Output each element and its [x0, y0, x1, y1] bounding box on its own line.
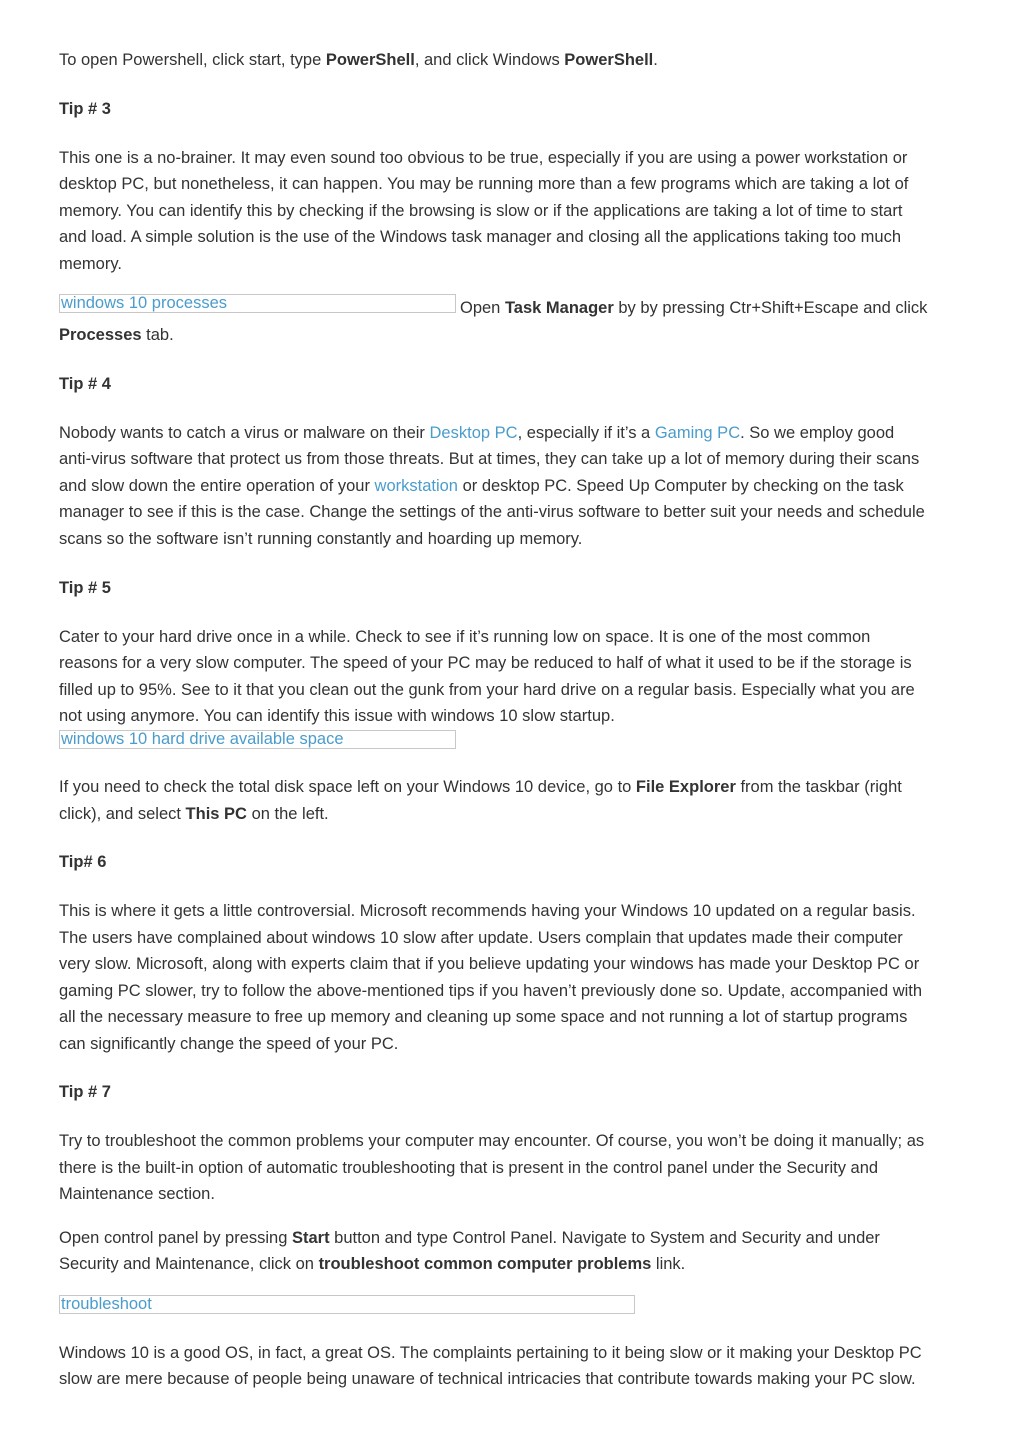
tip6-heading: Tip# 6 [59, 853, 107, 871]
tip6-line: This is where it gets a little controversial. Microsoft recommends having your Windows 10 updated on a regular basis. [59, 902, 916, 920]
closing-line: Windows 10 is a good OS, in fact, a great OS. The complaints pertaining to it being slow or it making your Desktop PC [59, 1344, 922, 1362]
bold-task-manager: Task Manager [504, 299, 614, 317]
image-placeholder-processes: windows 10 processes [59, 294, 456, 313]
tip4-line-3: and slow down the entire operation of your workstation or desktop PC. Speed Up Computer by checking on the task [59, 477, 904, 495]
tip5-after-line-2: click), and select This PC on the left. [59, 805, 329, 823]
tip4-line-4: manager to see if this is the case. Change the settings of the anti-virus software to better suit your needs and schedule [59, 503, 925, 521]
tip3-line: desktop PC, but nonetheless, it can happen. You may be running more than a few programs which are taking a lot of [59, 175, 909, 193]
tip6-line: can significantly change the speed of your PC. [59, 1035, 399, 1053]
intro-bold-windows-powershell: PowerShell [564, 51, 654, 69]
intro-text-2: , and click Windows [414, 51, 565, 69]
bold-file-explorer: File Explorer [635, 778, 736, 796]
tip6-line: very slow. Microsoft, along with experts claim that if you believe updating your windows has made your Desktop PC or [59, 955, 920, 973]
tip4-line-1: Nobody wants to catch a virus or malware on their Desktop PC, especially if it’s a Gaming PC. So we employ good [59, 424, 895, 442]
tip5-line: Cater to your hard drive once in a while. Check to see if it’s running low on space. It is one of the most common [59, 628, 871, 646]
tip5-line: not using anymore. You can identify this issue with windows 10 slow startup. [59, 707, 615, 725]
tip3-line: memory. [59, 255, 122, 273]
tip7-line: Try to troubleshoot the common problems your computer may encounter. Of course, you won’t be doing it manually; as [59, 1132, 925, 1150]
tip4-line-2: anti-virus software that protect us from those threats. But at times, they can take up a lot of memory during their scans [59, 450, 920, 468]
tip6-line: gaming PC slower, try to follow the above-mentioned tips if you haven’t previously done so. Update, accompanied with [59, 982, 923, 1000]
bold-this-pc: This PC [185, 805, 247, 823]
tip3-heading: Tip # 3 [59, 100, 111, 118]
tip6-line: The users have complained about windows 10 slow after update. Users complain that updates made their computer [59, 929, 903, 947]
tip3-line: memory. You can identify this by checking if the browsing is slow or if the applications are taking a lot of time to start [59, 202, 903, 220]
tip4-heading: Tip # 4 [59, 375, 111, 393]
tip5-line: reasons for a very slow computer. The speed of your PC may be reduced to half of what it used to be if the storage is [59, 654, 912, 672]
tip3-line: This one is a no-brainer. It may even sound too obvious to be true, especially if you are using a power workstation or [59, 149, 908, 167]
tip7-line: there is the built-in option of automatic troubleshooting that is present in the control panel under the Security and [59, 1159, 879, 1177]
bold-troubleshoot-link-text: troubleshoot common computer problems [318, 1255, 652, 1273]
intro-text-3: . [653, 51, 658, 69]
tip5-line: filled up to 95%. See to it that you clean out the gunk from your hard drive on a regular basis. Especially what you are [59, 681, 915, 699]
link-desktop-pc[interactable]: Desktop PC [429, 424, 518, 442]
tip6-line: all the necessary measure to free up memory and cleaning up some space and not running a lot of startup programs [59, 1008, 908, 1026]
tip3-line: and load. A simple solution is the use of the Windows task manager and closing all the applications taking too much [59, 228, 901, 246]
link-workstation[interactable]: workstation [374, 477, 458, 495]
tip7-line: Maintenance section. [59, 1185, 215, 1203]
intro-bold-powershell: PowerShell [325, 51, 415, 69]
intro-text-1: To open Powershell, click start, type [59, 51, 326, 69]
tip7-p2-line-1: Open control panel by pressing Start button and type Control Panel. Navigate to System and Security and under [59, 1229, 880, 1247]
image-placeholder-troubleshoot: troubleshoot [59, 1295, 635, 1314]
tip4-line-5: scans so the software isn’t running constantly and hoarding up memory. [59, 530, 583, 548]
tip5-heading: Tip # 5 [59, 579, 111, 597]
tip5-after-line-1: If you need to check the total disk space left on your Windows 10 device, go to File Explorer from the taskbar (right [59, 778, 902, 796]
image-placeholder-hard-drive-space: windows 10 hard drive available space [59, 730, 456, 749]
tip3-caption-line: Open Task Manager by by pressing Ctr+Shift+Escape and click [460, 299, 928, 317]
intro-line [59, 50, 658, 70]
tip3-caption-line-2: Processes tab. [59, 326, 174, 344]
bold-start: Start [291, 1229, 330, 1247]
tip7-p2-line-2: Security and Maintenance, click on troubleshoot common computer problems link. [59, 1255, 686, 1273]
closing-line: slow are mere because of people being unaware of technical intricacies that contribute towards making your PC slow. [59, 1370, 916, 1388]
link-gaming-pc[interactable]: Gaming PC [654, 424, 741, 442]
bold-processes: Processes [59, 326, 142, 344]
tip7-heading: Tip # 7 [59, 1083, 111, 1101]
